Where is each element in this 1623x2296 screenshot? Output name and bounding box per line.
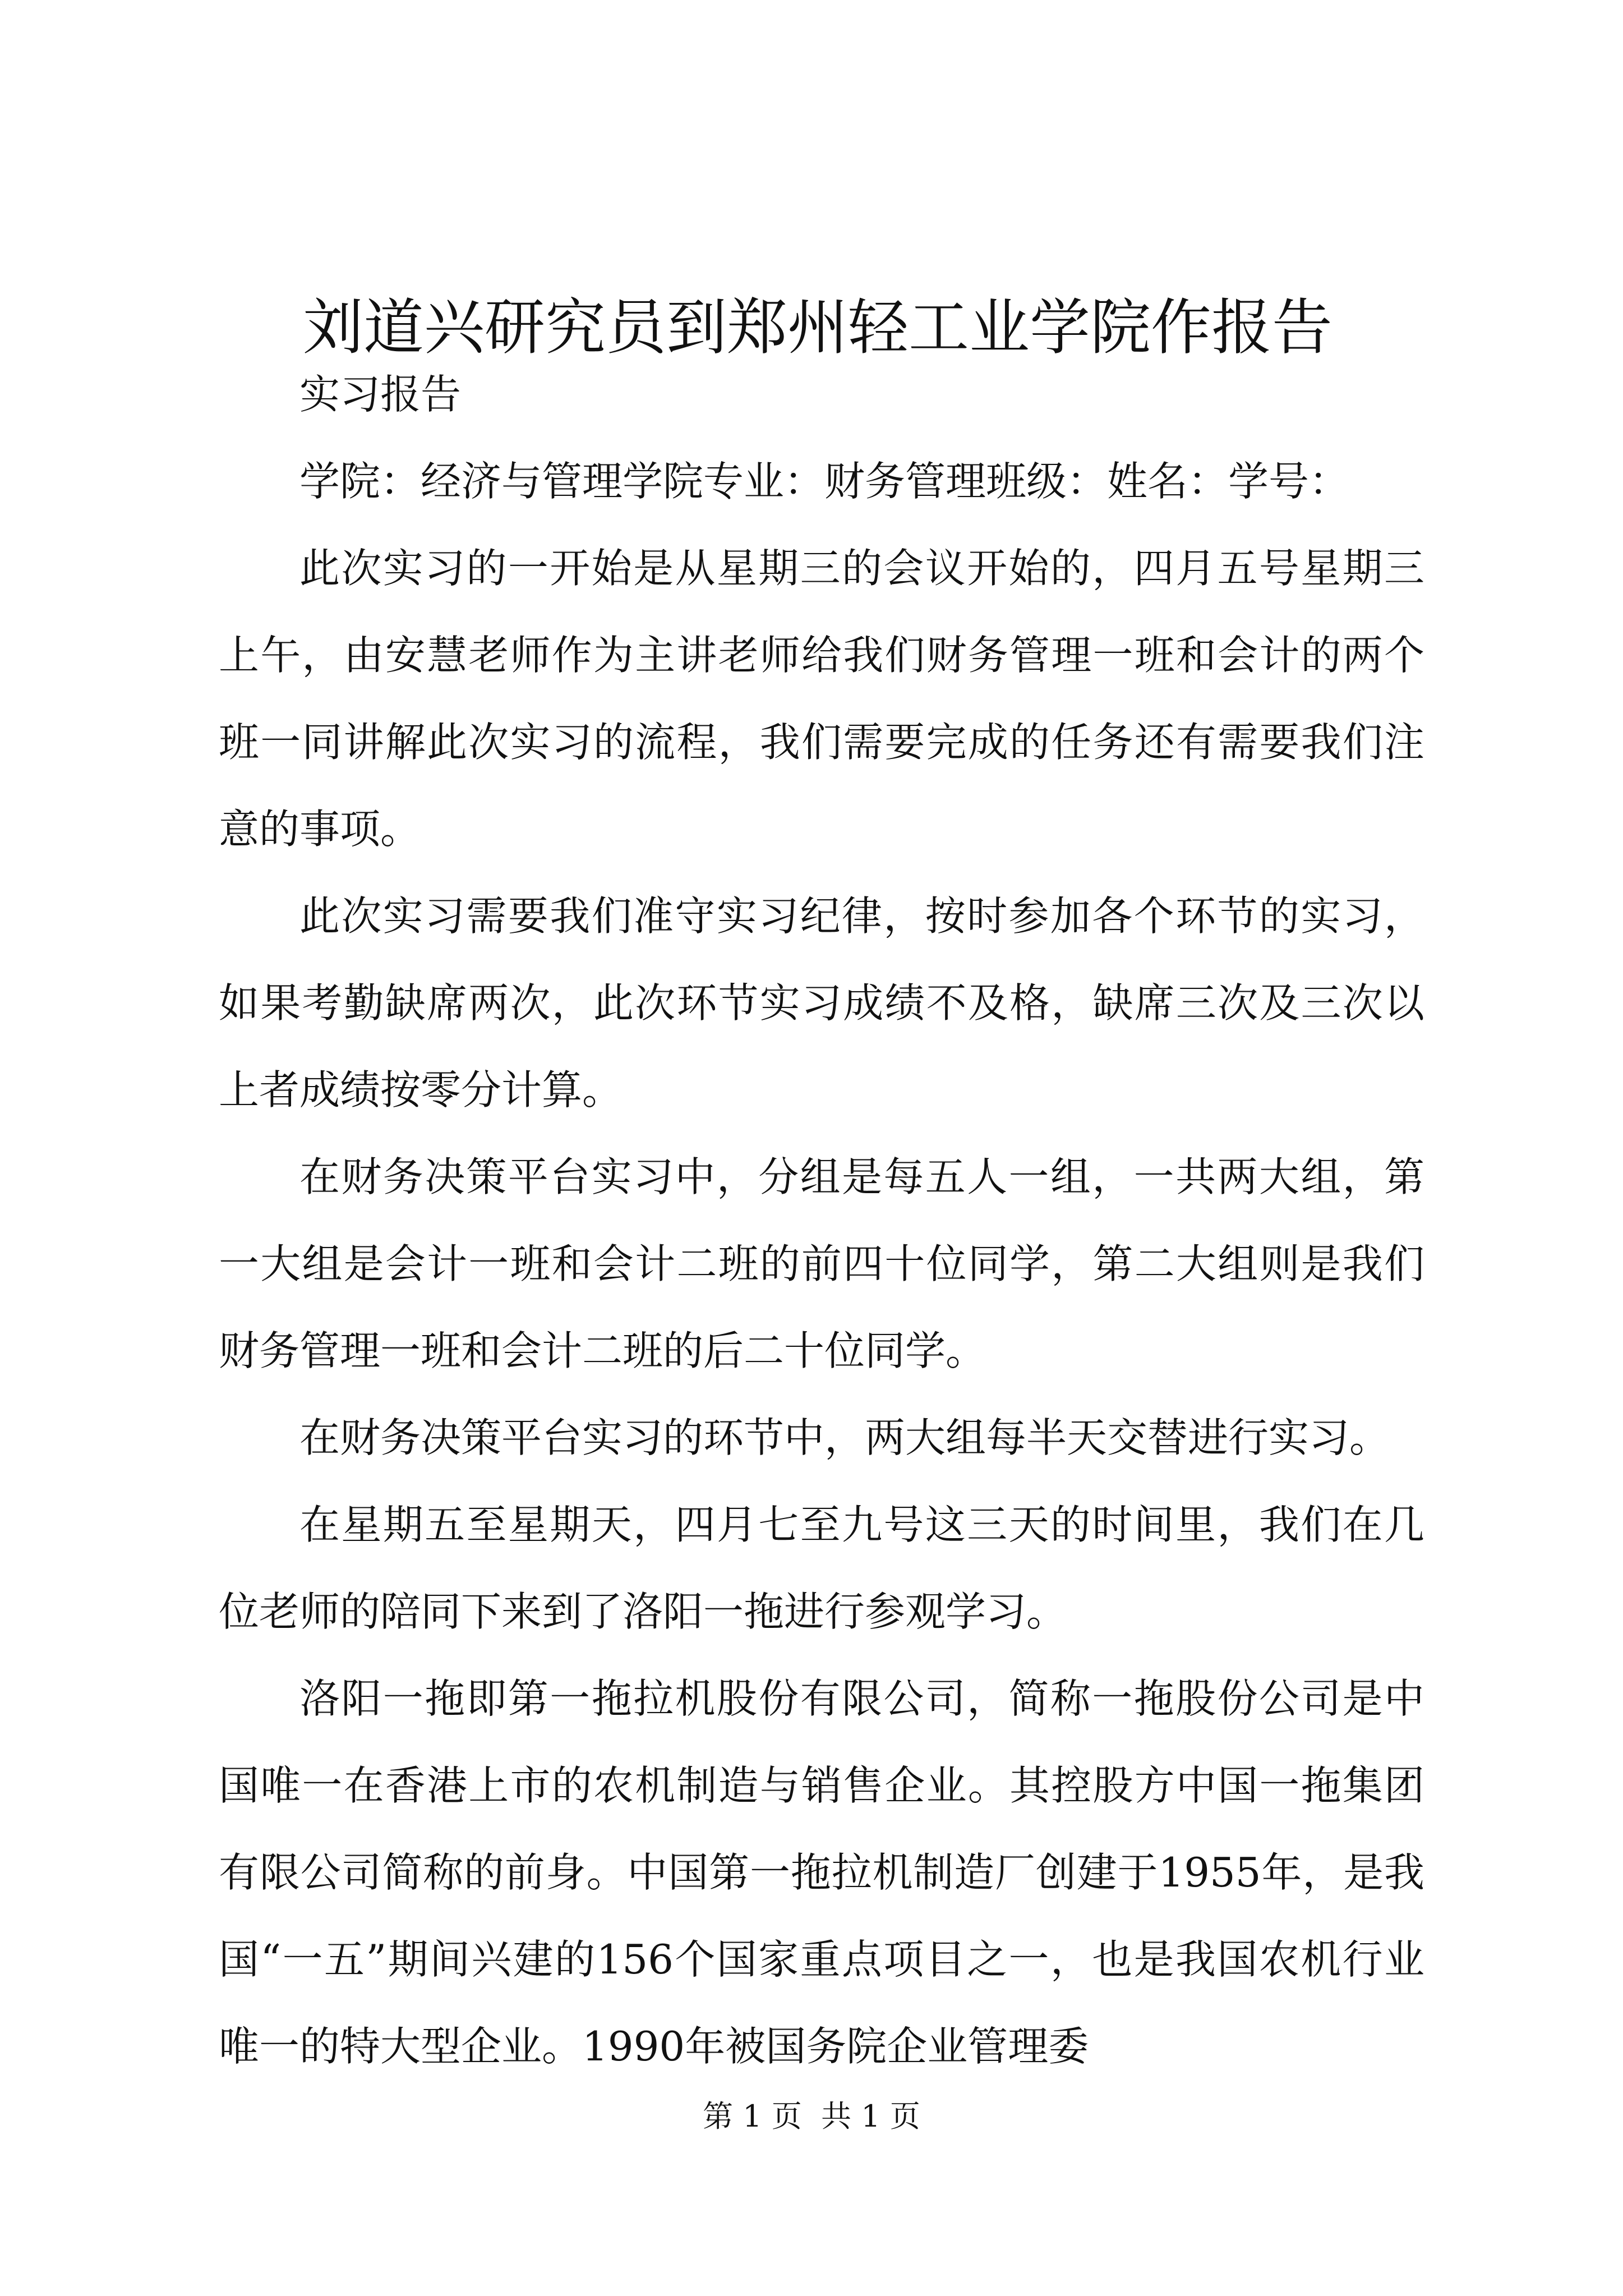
paragraph-3: 在财务决策平台实习中，分组是每五人一组，一共两大组，第一大组是会计一班和会计二班的前四十位同学，第二大组则是我们财务管理一班和会计二班的后二十位同学。 xyxy=(219,1153,1424,1374)
paragraph-1: 此次实习的一开始是从星期三的会议开始的，四月五号星期三上午，由安慧老师作为主讲老师给我们财务管理一班和会计的两个班一同讲解此次实习的流程，我们需要完成的任务还有需要我们注意的事项。 xyxy=(219,545,1424,853)
page-footer xyxy=(0,2097,1623,2136)
paragraph-info: 学院：经济与管理学院专业：财务管理班级：姓名：学号： xyxy=(299,458,1350,505)
paragraph-6: 洛阳一拖即第一拖拉机股份有限公司，简称一拖股份公司是中国唯一在香港上市的农机制造与销售企业。其控股方中国一拖集团有限公司简称的前身。中国第一拖拉机制造厂创建于1955年，是我国“一五”期间兴建的156个国家重点项目之一，也是我国农机行业唯一的特大型企业。1990年被国务院企业管理委 xyxy=(219,1675,1424,2070)
paragraph-2: 此次实习需要我们准守实习纪律，按时参加各个环节的实习，如果考勤缺席两次，此次环节实习成绩不及格，缺席三次及三次以上者成绩按零分计算。 xyxy=(219,892,1424,1114)
paragraph-4: 在财务决策平台实习的环节中，两大组每半天交替进行实习。 xyxy=(299,1414,1390,1461)
document-body xyxy=(219,351,1424,2090)
page-number: 第 1 页 共 1 页 xyxy=(703,2099,920,2134)
paragraph-5: 在星期五至星期天，四月七至九号这三天的时间里，我们在几位老师的陪同下来到了洛阳一拖进行参观学习。 xyxy=(219,1501,1424,1635)
document-title: 刘道兴研究员到郑州轻工业学院作报告 xyxy=(303,293,1333,363)
paragraph-heading: 实习报告 xyxy=(299,371,462,418)
